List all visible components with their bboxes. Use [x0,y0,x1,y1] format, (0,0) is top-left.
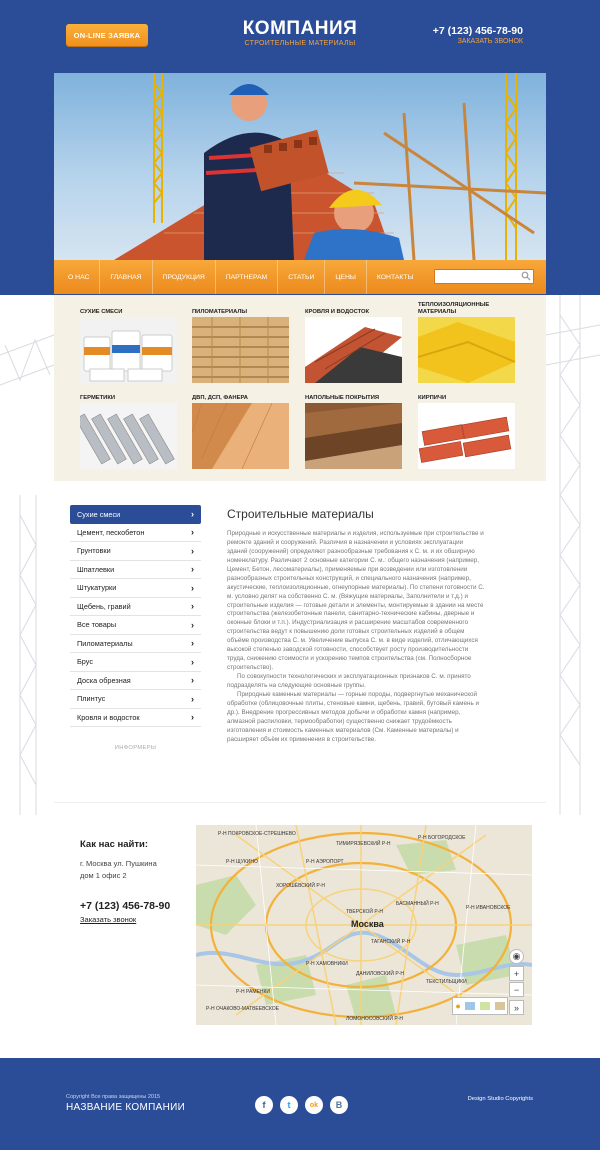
sidebar-item-label: Штукатурки [77,583,117,593]
sidebar-item-primers[interactable] [70,542,201,561]
sidebar-item-label: Брус [77,657,93,667]
chevron-right-icon: › [191,638,194,649]
map-label: Р-Н ИВАНОВСКОЕ [466,905,511,911]
chevron-right-icon: › [191,693,194,704]
map-label: Р-Н ХАМОВНИКИ [306,961,348,967]
contacts-phone: +7 (123) 456-78-90 [80,900,171,912]
sidebar-item-dry-mixes[interactable] [70,505,201,524]
sidebar-item-all-products[interactable] [70,616,201,635]
footer-company-name: НАЗВАНИЕ КОМПАНИИ [66,1102,186,1113]
chevron-right-icon: › [191,545,194,556]
contacts-title: Как нас найти: [80,839,149,850]
sidebar-item-label: Пиломатериалы [77,638,133,648]
map-label: ТЕКСТИЛЬЩИКИ [426,979,467,985]
map-label: Р-Н АЭРОПОРТ [306,859,344,865]
map-label: ТВЕРСКОЙ Р-Н [346,909,383,915]
nav-item-about[interactable]: О НАС [58,260,100,294]
map-zoom-out-button[interactable]: − [509,982,524,997]
sidebar-item-plaster[interactable] [70,579,201,598]
nav-item-articles[interactable]: СТАТЬИ [278,260,325,294]
article-paragraph: По совокупности технологических и эксплуатационных признаков С. м. принято подразделять на следующие основные группы. [227,673,471,689]
product-label: ПИЛОМАТЕРИАЛЫ [192,308,248,315]
informers-label: ИНФОРМЕРЫ [114,745,157,751]
product-roofing[interactable] [305,303,402,383]
product-dry-mixes[interactable] [80,303,177,383]
map-label: Р-Н БОГОРОДСКОЕ [418,835,466,841]
header-order-call-link[interactable]: ЗАКАЗАТЬ ЗВОНОК [457,38,523,45]
dry-mixes-image [80,317,177,383]
sidebar-item-label: Шпатлевки [77,564,115,574]
nav-item-contacts[interactable]: КОНТАКТЫ [376,273,414,281]
lumber-image [192,317,289,383]
contacts-order-call-link[interactable]: Заказать звонок [80,915,137,924]
map-label: ДАНИЛОВСКИЙ Р-Н [356,971,404,977]
sidebar-item-beams[interactable] [70,653,201,672]
map-layer-icon[interactable] [465,1002,475,1010]
chevron-right-icon: › [191,712,194,723]
odnoklassniki-icon[interactable]: ok [305,1096,323,1114]
contacts-section [54,802,546,1038]
header-phone: +7 (123) 456-78-90 [432,25,523,37]
search-input[interactable] [434,269,534,284]
map-label: Р-Н ОЧАКОВО-МАТВЕЕВСКОЕ [206,1006,279,1012]
map-city-label: Москва [351,919,384,929]
bricks-image [418,403,515,469]
article-title: Строительные материалы [227,507,374,521]
article-paragraph: Природные каменные материалы — горные породы, подвергнутые механической обработке (облицовочные плиты, стеновые камни, щебень, гравий, бутовый камень и др.). Внедрение прогрессивных методов добычи и обработки камня (например, алмазной распиловки, термообработки) существенно снижает трудоёмкость изготовления и стоимость каменных материалов (См. Каменные материалы) и расширяет объём их применения в строительстве. [227,690,480,743]
product-label: ТЕПЛОИЗОЛЯЦИОННЫЕ МАТЕРИАЛЫ [418,302,490,315]
sidebar-item-lumber[interactable] [70,635,201,654]
footer [0,1058,600,1150]
map-label: БАСМАННЫЙ Р-Н [396,901,439,907]
map-label: ХОРОШЁВСКИЙ Р-Н [276,883,325,889]
product-categories [54,295,546,481]
logo-title[interactable]: КОМПАНИЯ [242,18,358,39]
product-fiberboard[interactable] [192,389,289,469]
builders-photo [54,73,546,260]
map-zoom-in-button[interactable]: + [509,966,524,981]
map-layers-control[interactable] [452,997,508,1015]
address-line: г. Москва ул. Пушкина [80,859,157,868]
sidebar-item-label: Щебень, гравий [77,601,131,611]
product-label: ГЕРМЕТИКИ [80,394,116,401]
main-content [54,490,546,790]
sidebar-menu [70,505,201,751]
map-widget[interactable] [196,825,532,1025]
chevron-right-icon: › [191,601,194,612]
product-bricks[interactable] [418,389,515,469]
sidebar-item-cement[interactable] [70,524,201,543]
sidebar-item-label: Плинтус [77,694,106,704]
nav-item-prices[interactable]: ЦЕНЫ [325,260,367,294]
product-flooring[interactable] [305,389,402,469]
chevron-right-icon: › [191,527,194,538]
footer-copyright: Copyright Все права защищены 2015 [66,1094,161,1100]
sidebar-item-plinth[interactable] [70,690,201,709]
hero-banner [54,73,546,260]
chevron-right-icon: › [191,675,194,686]
sidebar-item-label: Цемент, пескобетон [77,527,145,537]
chevron-right-icon: › [191,656,194,667]
product-label: КИРПИЧИ [418,394,447,401]
nav-item-partners[interactable]: ПАРТНЕРАМ [216,260,279,294]
map-canvas[interactable] [196,825,532,1025]
chevron-right-icon: › [191,564,194,575]
sidebar-item-putty[interactable] [70,561,201,580]
map-label: Р-Н РАМЕНКИ [236,989,270,995]
online-request-button[interactable]: ON-LINE ЗАЯВКА [66,24,148,46]
map-pan-icon[interactable]: ◉ [509,949,524,964]
chevron-right-icon: › [191,509,194,520]
address-line: дом 1 офис 2 [80,871,127,880]
main-nav [54,260,546,294]
article-paragraph: Природные и искусственные материалы и изделия, используемые при строительстве и ремонте зданий и сооружений. Различия в назначении и условиях эксплуатации зданий (сооружений) определяют разнообразные требования к С. м. и их обширную номенклатуру. Различают 2 основные категории С. м.: общего назначения (например, Цемент, Бетон, лесоматериалы), применяемые при возведении или изготовлении разнообразных строительных конструкций, и специального назначения (например, акустические, теплоизоляционные, огнеупорные материалы). По степени готовности С. м. условно делят на собственно С. м. (Вяжущие материалы, Заполнители и т.д.) и строительные изделия — готовые детали и элементы, монтируемые в здании на месте строительства (железобетонные панели, санитарно-технические кабины, дверные и оконные блоки и т.п.). Индустриализация и расширение масштабов современного строительства ведут к повышению доли готовых строительных изделий в общем объёме производства С. м. Увеличение выпуска С. м. в виде изделий, отличающихся высокой степенью заводской готовности, способствует росту производительности труда, снижению стоимости и ускорению темпов строительства (см. Полносборное строительство). [227,530,485,672]
sidebar-item-boards[interactable] [70,672,201,691]
footer-design-credit[interactable]: Design Studio Copyrights [467,1096,533,1102]
facebook-icon[interactable]: f [255,1096,273,1114]
map-label: ТИМИРЯЗЕВСКИЙ Р-Н [336,841,391,847]
sidebar-item-label: Грунтовки [77,546,111,556]
sidebar-item-gravel[interactable] [70,598,201,617]
sealants-image [80,403,177,469]
map-label: Р-Н ПОКРОВСКОЕ-СТРЕШНЕВО [218,831,296,837]
product-insulation[interactable] [418,303,515,383]
roofing-image [305,317,402,383]
map-layer-icon[interactable] [480,1002,490,1010]
nav-item-home[interactable]: ГЛАВНАЯ [100,260,152,294]
product-label: СУХИЕ СМЕСИ [80,308,123,315]
sidebar-item-label: Доска обрезная [77,675,131,685]
map-label: Р-Н ЩУКИНО [226,859,258,865]
map-expand-icon[interactable]: » [509,1000,524,1015]
twitter-icon[interactable]: t [280,1096,298,1114]
street-view-icon[interactable]: ● [455,1001,461,1011]
insulation-image [418,317,515,383]
product-label: ДВП, ДСП, ФАНЕРА [192,394,248,401]
map-label: ТАГАНСКИЙ Р-Н [371,939,411,945]
map-label: ЛОМОНОСОВСКИЙ Р-Н [346,1016,403,1022]
product-lumber[interactable] [192,303,289,383]
chevron-right-icon: › [191,619,194,630]
sidebar-item-label: Все товары [77,620,117,630]
sidebar-item-roofing[interactable] [70,709,201,728]
product-label: КРОВЛЯ И ВОДОСТОК [305,308,370,315]
sidebar-item-label: Сухие смеси [77,509,121,519]
product-label: НАПОЛЬНЫЕ ПОКРЫТИЯ [305,394,380,401]
product-sealants[interactable] [80,389,177,469]
nav-item-products[interactable]: ПРОДУКЦИЯ [153,260,216,294]
logo-subtitle: СТРОИТЕЛЬНЫЕ МАТЕРИАЛЫ [244,40,356,47]
article-body [227,530,485,745]
flooring-image [305,403,402,469]
map-layer-icon[interactable] [495,1002,505,1010]
vk-icon[interactable]: B [330,1096,348,1114]
chevron-right-icon: › [191,582,194,593]
fiberboard-image [192,403,289,469]
sidebar-item-label: Кровля и водосток [77,712,140,722]
